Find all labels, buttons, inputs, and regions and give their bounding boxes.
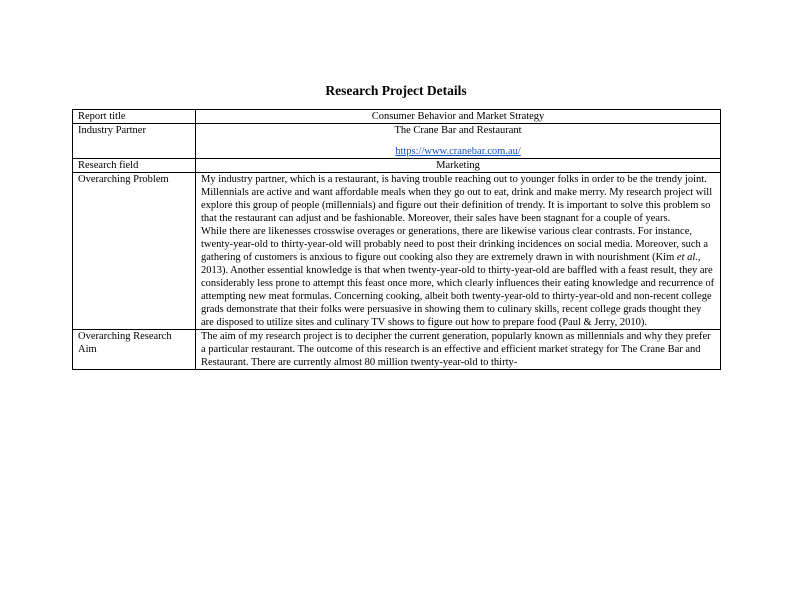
industry-partner-cell <box>196 124 721 159</box>
table-row-overarching-problem <box>73 173 721 330</box>
industry-partner-label: Industry Partner <box>73 124 196 159</box>
overarching-problem-text <box>196 173 721 330</box>
problem-paragraph-2-start: While there are likenesses crosswise overages or generations, there are likewise various clear contrasts. For instance, twenty-year-old to thirty-year-old will probably need to post their drinking incidences on social media. Moreover, such a gathering of customers is anxious to figure out cooking also they are extremely drawn in with nourishment (Kim <box>201 226 709 263</box>
report-title-label: Report title <box>73 110 196 124</box>
report-title-value: Consumer Behavior and Market Strategy <box>196 110 721 124</box>
problem-paragraph-1: My industry partner, which is a restaurant, is having trouble reaching out to younger folks in order to be the trendy joint. Millennials are active and want affordable meals when they go out to eat, drink and make merry. My research project will explore this group of people (millennials) and figure out their definition of trendy. It is important to solve this problem so that the restaurant can adjust and be fashionable. Moreover, their sales have been stagnant for a couple of years. <box>201 174 713 224</box>
problem-paragraph-2-end: , 2013). Another essential knowledge is that when twenty-year-old to thirty-year-old are baffled with a feast result, they are considerably less prone to attempt this feast once more, which clearly influences their eating knowledge and recurrence of attempting new meat formulas. Concerning cooking, albeit both twenty-year-old to thirty-year-old and non-recent college grads demonstrate that their folks were persuasive in showing them to culinary skills, recent college grads thought they are disposed to utilize sites and culinary TV shows to figure out how to prepare food (Paul & Jerry, 2010). <box>201 252 715 328</box>
industry-partner-name: The Crane Bar and Restaurant <box>394 125 522 136</box>
research-details-table <box>72 109 721 370</box>
industry-partner-link[interactable]: https://www.cranebar.com.au/ <box>395 146 521 157</box>
overarching-problem-label: Overarching Problem <box>73 173 196 330</box>
research-aim-label: Overarching Research Aim <box>73 330 196 370</box>
et-al-citation: et al. <box>676 252 698 263</box>
research-aim-text: The aim of my research project is to decipher the current generation, popularly known as millennials and why they prefer a particular restaurant. The outcome of this research is an effective and efficient market strategy for The Crane Bar and Restaurant. There are currently almost 80 million twenty-year-old to thirty- <box>196 330 721 370</box>
research-field-value: Marketing <box>196 159 721 173</box>
research-field-label: Research field <box>73 159 196 173</box>
table-row-industry-partner <box>73 124 721 159</box>
table-row-report-title <box>73 110 721 124</box>
problem-paragraph-2 <box>201 225 715 329</box>
page-title: Research Project Details <box>325 83 467 98</box>
table-row-research-field <box>73 159 721 173</box>
table-row-research-aim <box>73 330 721 370</box>
